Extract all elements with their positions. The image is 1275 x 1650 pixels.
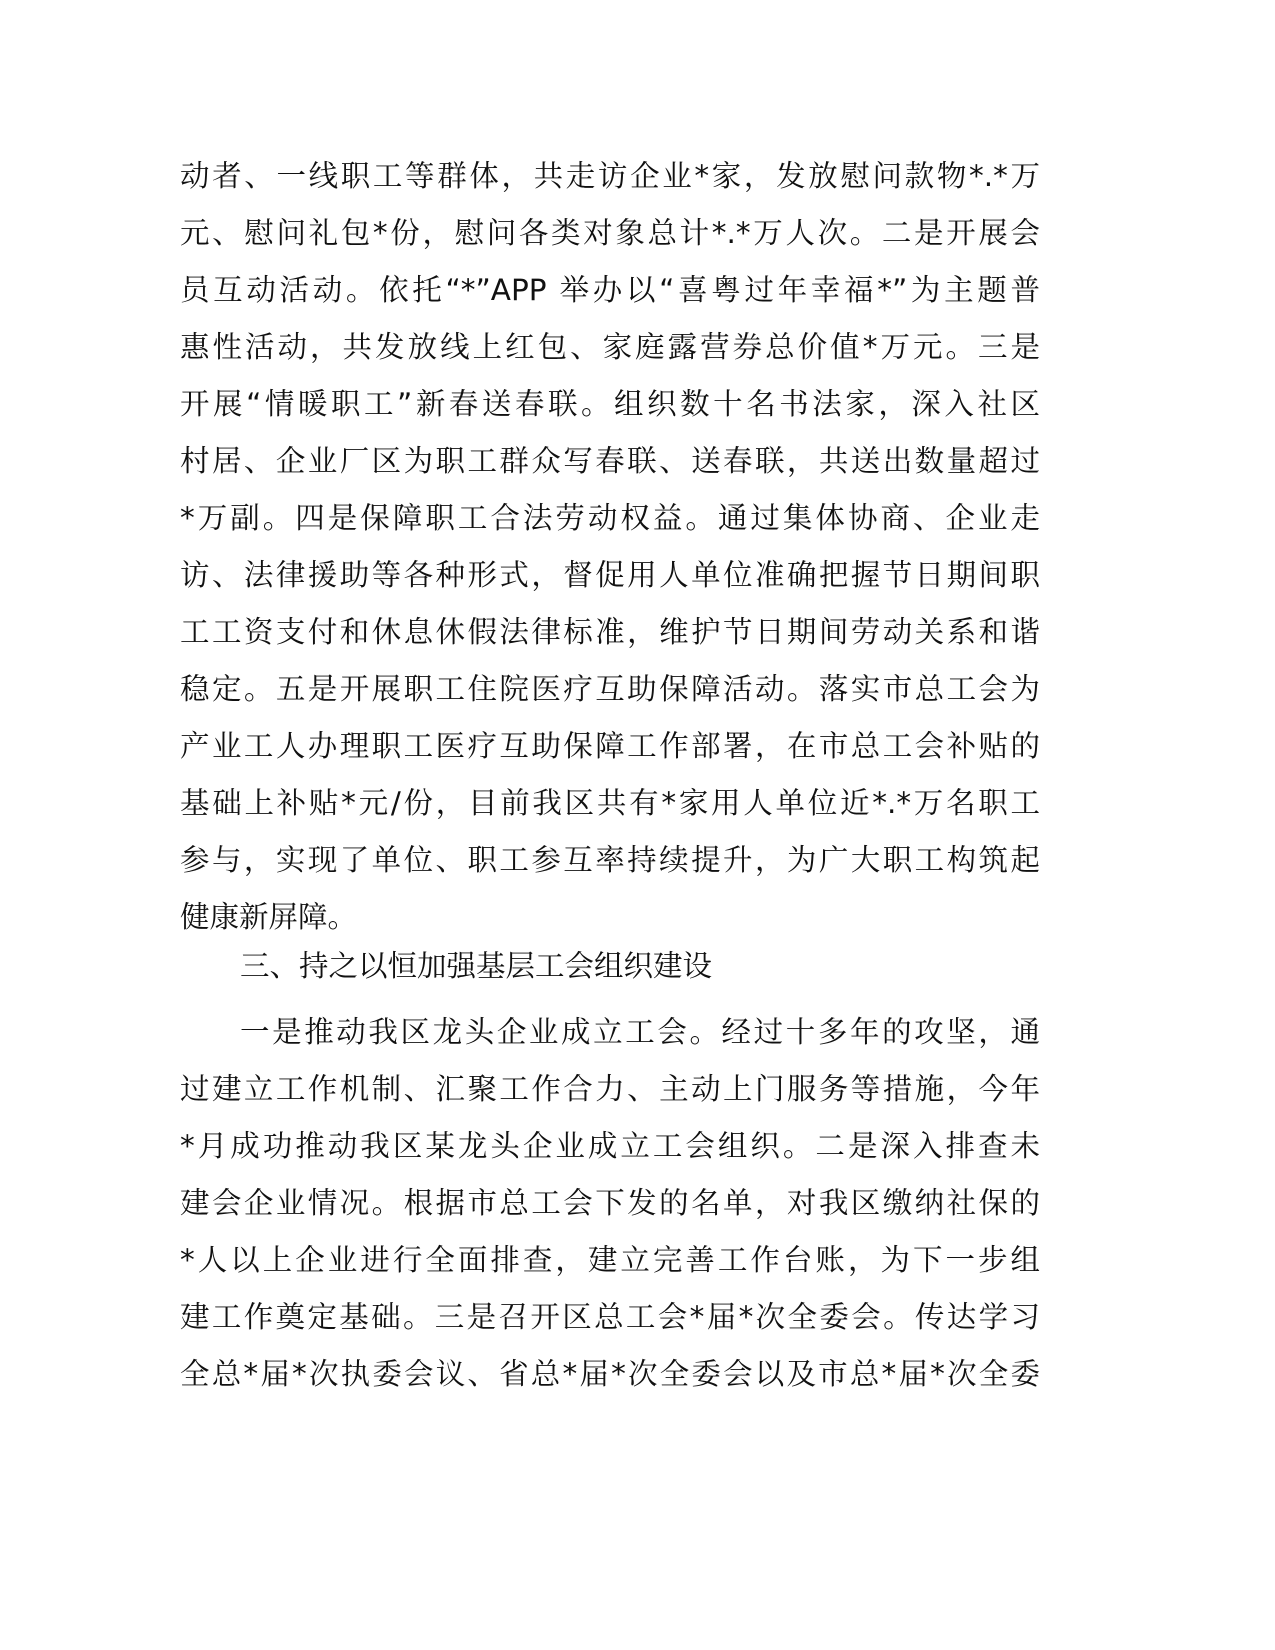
text-line: 基础上补贴*元/份，目前我区共有*家用人单位近*.*万名职工 — [180, 786, 1040, 820]
text-line: 健康新屏障。 — [180, 900, 358, 934]
paragraph-grassroots-organization — [180, 1004, 1040, 1403]
text-line: 开展“情暖职工”新春送春联。组织数十名书法家，深入社区 — [180, 387, 1040, 421]
text-line: 过建立工作机制、汇聚工作合力、主动上门服务等措施，今年 — [180, 1072, 1040, 1106]
text-line: 稳定。五是开展职工住院医疗互助保障活动。落实市总工会为 — [180, 672, 1040, 706]
text-line: 建会企业情况。根据市总工会下发的名单，对我区缴纳社保的 — [180, 1186, 1040, 1220]
text-line: *人以上企业进行全面排查，建立完善工作台账，为下一步组 — [180, 1243, 1040, 1277]
section-heading: 三、持之以恒加强基层工会组织建设 — [240, 949, 713, 983]
text-line: 全总*届*次执委会议、省总*届*次全委会以及市总*届*次全委 — [180, 1357, 1040, 1391]
text-line: 村居、企业厂区为职工群众写春联、送春联，共送出数量超过 — [180, 444, 1040, 478]
text-line: 参与，实现了单位、职工参互率持续提升，为广大职工构筑起 — [180, 843, 1040, 877]
text-line: 一是推动我区龙头企业成立工会。经过十多年的攻坚，通 — [240, 1015, 1040, 1049]
text-line: 访、法律援助等各种形式，督促用人单位准确把握节日期间职 — [180, 558, 1040, 592]
text-line: 员互动活动。依托“*”APP 举办以“喜粤过年幸福*”为主题普 — [180, 273, 1040, 307]
text-line: 工工资支付和休息休假法律标准，维护节日期间劳动关系和谐 — [180, 615, 1040, 649]
text-line: *万副。四是保障职工合法劳动权益。通过集体协商、企业走 — [180, 501, 1040, 535]
text-line: 建工作奠定基础。三是召开区总工会*届*次全委会。传达学习 — [180, 1300, 1040, 1334]
text-line: *月成功推动我区某龙头企业成立工会组织。二是深入排查未 — [180, 1129, 1040, 1163]
text-line: 动者、一线职工等群体，共走访企业*家，发放慰问款物*.*万 — [180, 159, 1040, 193]
text-line: 产业工人办理职工医疗互助保障工作部署，在市总工会补贴的 — [180, 729, 1040, 763]
paragraph-relief-activities — [180, 148, 1040, 946]
text-line: 惠性活动，共发放线上红包、家庭露营券总价值*万元。三是 — [180, 330, 1040, 364]
text-line: 元、慰问礼包*份，慰问各类对象总计*.*万人次。二是开展会 — [180, 216, 1040, 250]
